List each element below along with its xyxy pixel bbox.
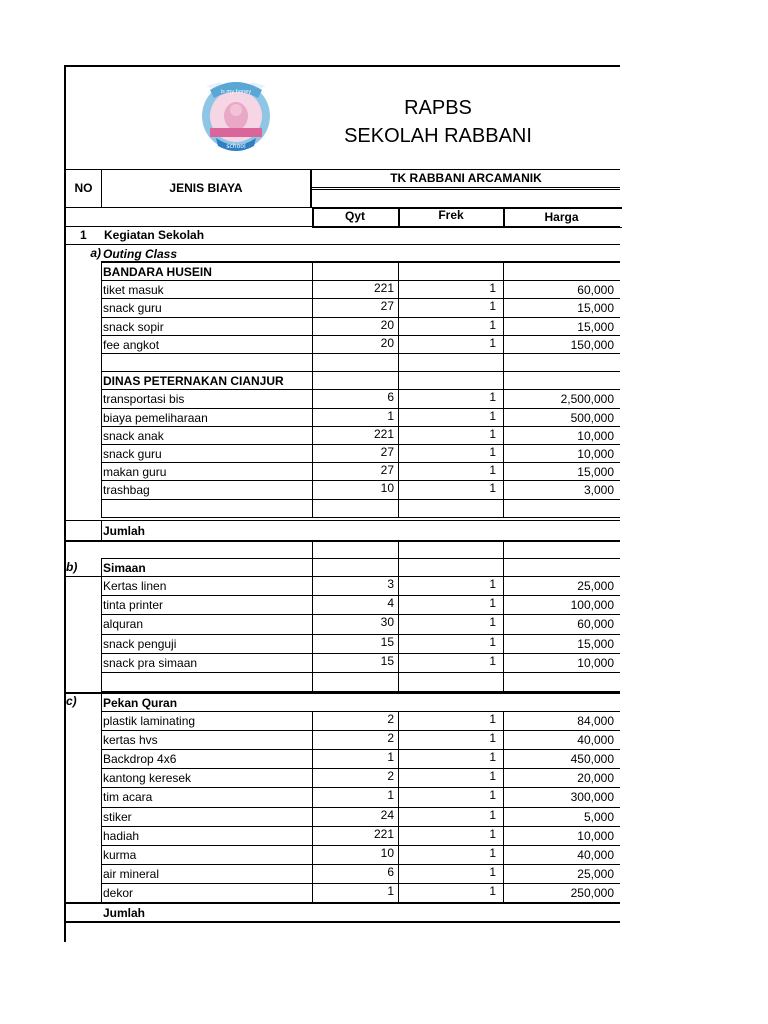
item-qyt: 1 (387, 883, 394, 898)
item-harga: 3,000 (583, 483, 614, 498)
svg-text:school: school (226, 143, 246, 150)
subsection-a-marker: a) (90, 246, 101, 260)
border-header-bottom (64, 169, 620, 170)
item-harga: 5,000 (583, 809, 614, 824)
item-name: tim acara (103, 790, 153, 805)
item-qyt: 1 (387, 750, 394, 765)
border-unit-line2 (312, 189, 620, 190)
item-harga: 84,000 (577, 714, 614, 728)
grid-hline (101, 353, 620, 354)
item-name: plastik laminating (103, 714, 196, 728)
item-name: transportasi bis (103, 392, 185, 407)
item-harga: 40,000 (577, 733, 614, 748)
item-name: kantong keresek (103, 771, 192, 786)
item-name: snack guru (103, 447, 162, 461)
item-qyt: 30 (380, 615, 394, 630)
grid-jumlah-a-bottom (64, 540, 620, 542)
grid-hline (101, 558, 620, 559)
item-frek: 1 (489, 408, 496, 423)
item-frek: 1 (489, 281, 496, 296)
item-frek: 1 (489, 445, 496, 459)
item-qyt: 27 (380, 299, 394, 314)
grid-vline (312, 576, 313, 691)
item-harga: 60,000 (577, 617, 614, 632)
item-qyt: 6 (387, 864, 394, 879)
group-dinas: DINAS PETERNAKAN CIANJUR (103, 374, 284, 389)
item-harga: 10,000 (577, 428, 614, 443)
item-frek: 1 (489, 317, 496, 332)
item-qyt: 27 (380, 445, 394, 459)
item-harga: 40,000 (577, 847, 614, 862)
subsection-c-marker: c) (66, 694, 77, 708)
section-title: Kegiatan Sekolah (104, 228, 205, 242)
item-qyt: 1 (387, 408, 394, 423)
item-frek: 1 (489, 615, 496, 630)
item-frek: 1 (489, 299, 496, 314)
item-name: dekor (103, 885, 134, 900)
item-harga: 10,000 (577, 447, 614, 461)
item-harga: 15,000 (577, 636, 614, 651)
item-qyt: 15 (380, 634, 394, 649)
item-name: biaya pemeliharaan (103, 410, 208, 425)
subsection-a-title: Outing Class (103, 247, 178, 261)
border-section1-bottom (64, 244, 620, 245)
col-no: NO (74, 181, 93, 195)
grid-vline (398, 576, 399, 691)
grid-vline (503, 576, 504, 691)
item-frek: 1 (489, 390, 496, 405)
item-frek: 1 (489, 845, 496, 860)
item-qyt: 2 (387, 769, 394, 784)
grid-vline (398, 540, 399, 558)
item-frek: 1 (489, 750, 496, 765)
grid-jumlah-c-top (64, 902, 620, 904)
grid-vline (398, 558, 399, 576)
school-unit: TK RABBANI ARCAMANIK (390, 171, 542, 185)
col-harga: Harga (544, 210, 579, 224)
grid-vline (312, 540, 313, 558)
col-jenis-biaya: JENIS BIAYA (169, 181, 243, 195)
item-frek: 1 (489, 426, 496, 441)
border-top (64, 65, 620, 67)
item-name: snack anak (103, 428, 164, 443)
item-name: hadiah (103, 828, 140, 843)
item-harga: 150,000 (570, 337, 614, 352)
item-name: Kertas linen (103, 579, 167, 593)
item-name: snack guru (103, 301, 162, 316)
group-bandara: BANDARA HUSEIN (103, 265, 212, 279)
item-frek: 1 (489, 596, 496, 611)
item-name: tinta printer (103, 598, 164, 613)
item-name: trashbag (103, 483, 150, 498)
page-title: RAPBS (404, 97, 472, 119)
item-qyt: 4 (387, 596, 394, 611)
grid-vline (101, 576, 102, 691)
item-frek: 1 (489, 883, 496, 898)
grid-hline (101, 672, 620, 673)
item-qyt: 27 (380, 463, 394, 478)
item-frek: 1 (489, 788, 496, 803)
item-harga: 500,000 (570, 410, 614, 425)
svg-text:is my honey: is my honey (220, 89, 252, 95)
grid-vline (101, 262, 102, 517)
item-harga: 60,000 (577, 283, 614, 298)
item-qyt: 221 (373, 826, 394, 841)
grid-hline-a-top (101, 261, 620, 263)
item-name: makan guru (103, 465, 167, 480)
border-left (64, 65, 66, 942)
jumlah-a-label: Jumlah (103, 524, 146, 538)
grid-jumlah-a-top (64, 520, 620, 521)
item-harga: 20,000 (577, 771, 614, 786)
grid-hline (101, 517, 620, 518)
item-qyt: 10 (380, 481, 394, 496)
item-name: snack pra simaan (103, 655, 198, 670)
grid-hline-c-top (64, 692, 620, 694)
item-qyt: 3 (387, 577, 394, 591)
grid-hline (101, 499, 620, 500)
item-name: Backdrop 4x6 (103, 752, 177, 767)
grid-vline (312, 558, 313, 576)
item-harga: 2,500,000 (560, 392, 614, 407)
item-qyt: 24 (380, 807, 394, 822)
border-unit-line (312, 187, 620, 188)
item-frek: 1 (489, 807, 496, 822)
item-name: fee angkot (103, 337, 160, 352)
subsection-b-marker: b) (66, 560, 78, 574)
item-name: alquran (103, 617, 144, 632)
item-qyt: 221 (373, 281, 394, 296)
item-harga: 25,000 (577, 866, 614, 881)
item-frek: 1 (489, 335, 496, 350)
item-frek: 1 (489, 712, 496, 726)
item-harga: 25,000 (577, 579, 614, 593)
item-qyt: 1 (387, 788, 394, 803)
item-harga: 10,000 (577, 828, 614, 843)
item-frek: 1 (489, 731, 496, 746)
item-qyt: 15 (380, 653, 394, 668)
item-name: kertas hvs (103, 733, 158, 748)
item-frek: 1 (489, 634, 496, 649)
item-qyt: 20 (380, 335, 394, 350)
col-frek: Frek (438, 208, 464, 222)
item-harga: 450,000 (570, 752, 614, 767)
jumlah-c-label: Jumlah (103, 906, 146, 920)
grid-vline (101, 711, 102, 902)
item-qyt: 20 (380, 317, 394, 332)
item-qyt: 10 (380, 845, 394, 860)
item-name: snack sopir (103, 319, 164, 334)
item-frek: 1 (489, 769, 496, 784)
item-frek: 1 (489, 577, 496, 591)
school-logo-icon (196, 76, 276, 156)
grid-vline (503, 558, 504, 576)
item-qyt: 2 (387, 731, 394, 746)
subsection-c-title: Pekan Quran (103, 696, 178, 710)
item-qyt: 221 (373, 426, 394, 441)
item-frek: 1 (489, 481, 496, 496)
item-name: snack penguji (103, 636, 177, 651)
item-name: stiker (103, 809, 132, 824)
item-name: air mineral (103, 866, 160, 881)
item-frek: 1 (489, 826, 496, 841)
item-frek: 1 (489, 463, 496, 478)
item-harga: 15,000 (577, 465, 614, 480)
grid-vline (503, 540, 504, 558)
subsection-b-title: Simaan (103, 561, 146, 575)
item-qyt: 6 (387, 390, 394, 405)
item-harga: 10,000 (577, 655, 614, 670)
item-harga: 15,000 (577, 301, 614, 316)
item-harga: 100,000 (570, 598, 614, 613)
section-number: 1 (80, 228, 87, 242)
item-qyt: 2 (387, 712, 394, 726)
grid-hline (101, 371, 620, 372)
item-harga: 300,000 (570, 790, 614, 805)
page-subtitle: SEKOLAH RABBANI (344, 125, 532, 147)
grid-vline (101, 520, 102, 540)
item-frek: 1 (489, 653, 496, 668)
item-name: tiket masuk (103, 283, 164, 298)
item-harga: 250,000 (570, 885, 614, 900)
item-harga: 15,000 (577, 319, 614, 334)
col-qyt: Qyt (344, 209, 365, 223)
item-frek: 1 (489, 864, 496, 879)
item-name: kurma (103, 847, 137, 862)
grid-jumlah-c-bottom (64, 921, 620, 923)
